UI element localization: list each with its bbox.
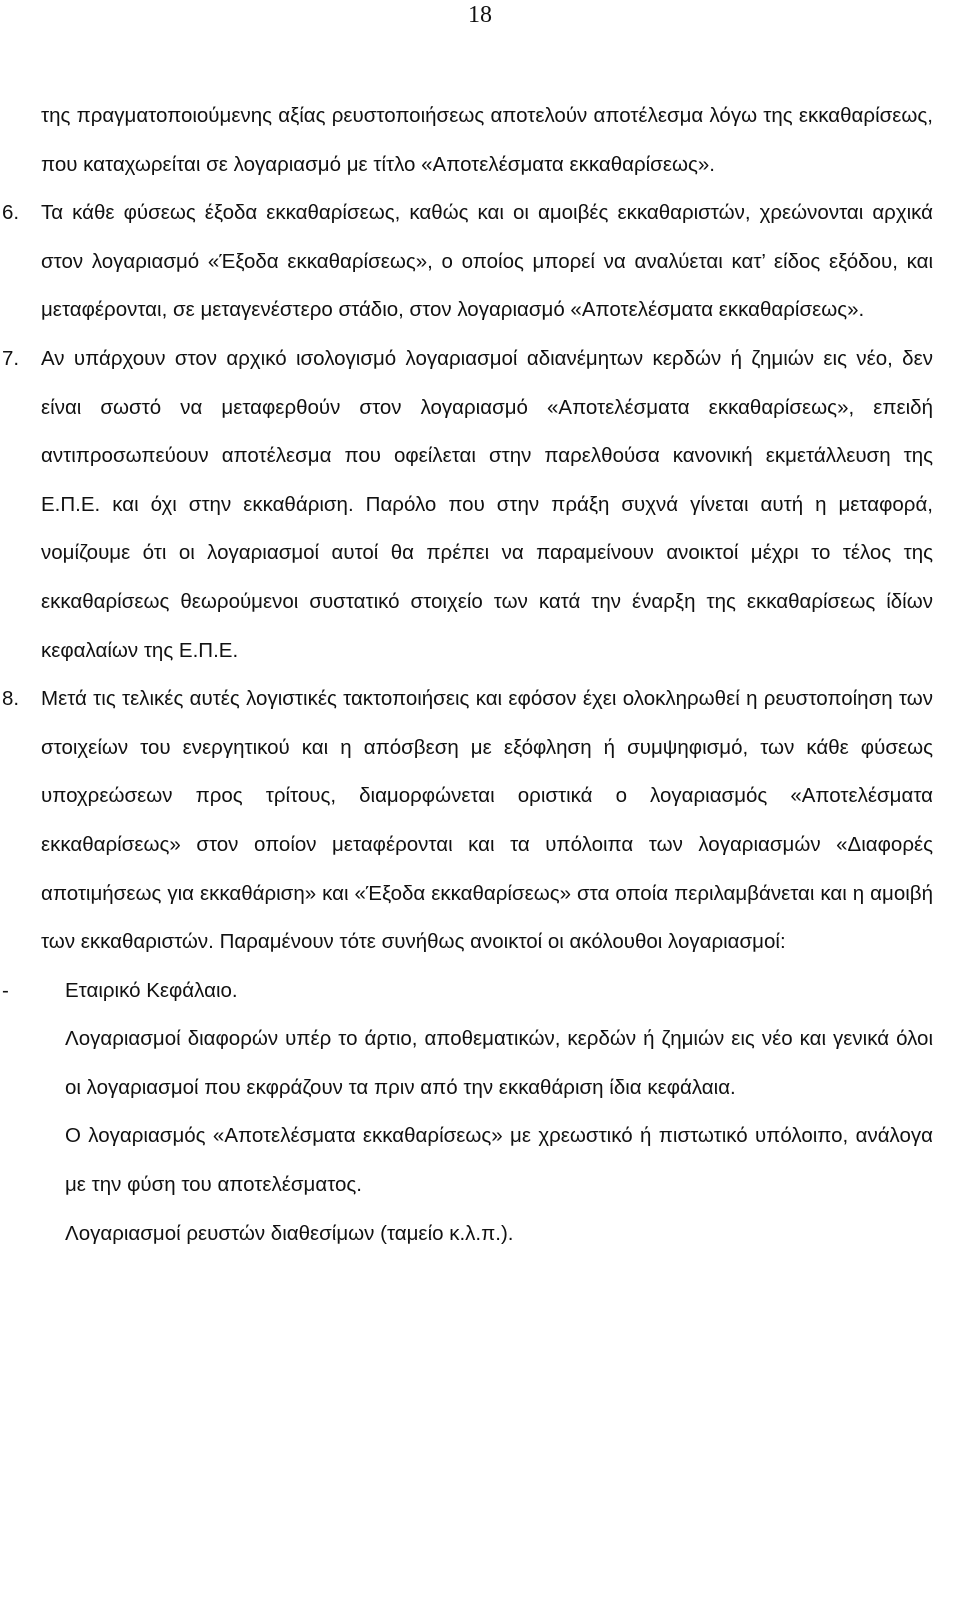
bullet-item xyxy=(41,1015,933,1112)
bullet-item xyxy=(41,1112,933,1209)
bullet-text: Λογαριασμοί διαφορών υπέρ το άρτιο, αποθεματικών, κερδών ή ζημιών εις νέο και γενικά όλοι οι λογαριασμοί που εκφράζουν τα πριν από την εκκαθάριση ίδια κεφάλαια. xyxy=(65,1027,933,1099)
body-text xyxy=(2,92,933,1258)
numbered-paragraph-8 xyxy=(2,675,933,967)
paragraph-text: Αν υπάρχουν στον αρχικό ισολογισμό λογαριασμοί αδιανέμητων κερδών ή ζημιών εις νέο, δεν είναι σωστό να μεταφερθούν στον λογαριασμό «Αποτελέσματα εκκαθαρίσεως», επειδή αντιπροσωπεύουν αποτέλεσμα που οφείλεται στην παρελθούσα κανονική εκμετάλλευση της Ε.Π.Ε. και όχι στην εκκαθάριση. Παρόλο που στην πράξη συχνά γίνεται αυτή η μεταφορά, νομίζουμε ότι οι λογαριασμοί αυτοί θα πρέπει να παραμείνουν ανοικτοί μέχρι το τέλος της εκκαθαρίσεως θεωρούμενοι συστατικό στοιχείο των κατά την έναρξη της εκκαθαρίσεως ίδίων κεφαλαίων της Ε.Π.Ε. xyxy=(41,346,933,662)
numbered-paragraph-7 xyxy=(2,335,933,675)
paragraph-number: 6. xyxy=(2,201,20,225)
numbered-paragraph-6 xyxy=(2,189,933,335)
paragraph-number: 8. xyxy=(2,687,20,711)
paragraph-text: Τα κάθε φύσεως έξοδα εκκαθαρίσεως, καθώς και οι αμοιβές εκκαθαριστών, χρεώνονται αρχικά στον λογαριασμό «Έξοδα εκκαθαρίσεως», ο οποίος μπορεί να αναλύεται κατ’ είδος εξόδου, και μεταφέρονται, σε μεταγενέστερο στάδιο, στον λογαριασμό «Αποτελέσματα εκκαθαρίσεως». xyxy=(41,201,933,322)
paragraph-number: 7. xyxy=(2,346,20,370)
bullet-item xyxy=(2,967,933,1016)
bullet-text: Εταιρικό Κεφάλαιο. xyxy=(65,978,238,1002)
bullet-text: Λογαριασμοί ρευστών διαθεσίμων (ταμείο κ.λ.π.). xyxy=(65,1221,514,1245)
bullet-text: Ο λογαριασμός «Αποτελέσματα εκκαθαρίσεως» με χρεωστικό ή πιστωτικό υπόλοιπο, ανάλογα με την φύση του αποτελέσματος. xyxy=(65,1124,933,1197)
bullet-item xyxy=(41,1210,933,1259)
intro-paragraph: της πραγματοποιούμενης αξίας ρευστοποιήσεως αποτελούν αποτέλεσμα λόγω της εκκαθαρίσεως, που καταχωρείται σε λογαριασμό με τίτλο «Αποτελέσματα εκκαθαρίσεως». xyxy=(41,104,933,176)
bullet-dash: - xyxy=(2,978,9,1002)
page-number: 18 xyxy=(468,2,492,28)
paragraph-text: Μετά τις τελικές αυτές λογιστικές τακτοποιήσεις και εφόσον έχει ολοκληρωθεί η ρευστοποίηση των στοιχείων του ενεργητικού και η απόσβεση με εξόφληση ή συμψηφισμό, των κάθε φύσεως υποχρεώσεων προς τρίτους, διαμορφώνεται οριστικά ο λογαριασμός «Αποτελέσματα εκκαθαρίσεως» στον οποίον μεταφέρονται και τα υπόλοιπα των λογαριασμών «Διαφορές αποτιμήσεως για εκκαθάριση» και «Έξοδα εκκαθαρίσεως» στα οποία περιλαμβάνεται και η αμοιβή των εκκαθαριστών. Παραμένουν τότε συνήθως ανοικτοί οι ακόλουθοι λογαριασμοί: xyxy=(41,687,933,954)
